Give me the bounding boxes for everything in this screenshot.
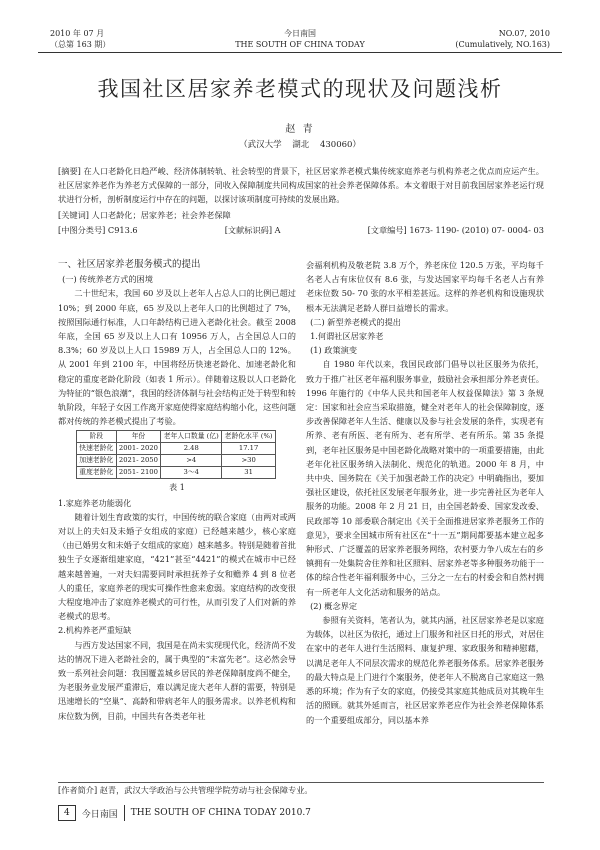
body-paragraph: 自 1980 年代以来，我国民政部门倡导以社区服务为依托，致力于推广社区老年福利服务事业，鼓励社会承担部分养老责任。1996 年施行的《中华人民共和国老年人权益保障法》第 3 条规定：国家和社会应当采取措施，健全对老年人的社会保障制度，逐步改善保障老年人生活、健康以及参与社会发展的条件，实现老有所养、老有所医、老有所为、老有所学、老有所乐。第 35 条提到，老年社区服务是中国老龄化战略对策中的一项重要措施，由此老年化社区服务纳入法制化、规范化的轨道。2000 年 8 月，中共中央、国务院在《关于加强老龄工作的决定》中明确指出，要加强社区建设，依托社区发展老年服务业，进一步完善社区为老年人服务的功能。2008 年 2 月 21 日，由全国老龄委、国家发改委、民政部等 10 部委联合制定出《关于全面推进居家养老服务工作的意见》，要求全国城市所有社区在“十一五”期间都要基本建立起多种形式、广泛覆盖的居家养老服务网络，农村要力争八成左右的乡镇拥有一处集院舍住养和社区照料、居家养老等多种服务功能于一体的综合性老年福利服务中心，三分之一左右的村委会和自然村拥有一所老年人文化活动和服务的站点。 [306, 359, 544, 597]
header-journal-cn: 今日南国 [284, 29, 316, 38]
footer-journal-cn: 今日南国 [81, 809, 118, 820]
subsection-heading: (二) 新型养老模式的提出 [310, 316, 401, 327]
table-cell: 重度老龄化 [77, 467, 117, 479]
table-row [77, 467, 276, 479]
table-row [77, 443, 276, 455]
body-paragraph: 与西方发达国家不同，我国是在尚未实现现代化，经济尚不发达的情况下进入老龄社会的，属于典型的“未富先老”。这必然会导致一系列社会问题：我国覆盖城乡居民的养老保障制度尚不健全，为老服务业发展严重滞后，难以满足庞大老年人群的需要，特别是迅速增长的“空巢”、高龄和带病老年人的服务需求。以养老机构和床位数为例，目前，中国共有各类老年社 [58, 639, 296, 721]
article-number: [文章编号] 1673- 1190- (2010) 07- 0004- 03 [367, 225, 544, 235]
class-number: [中图分类号] C913.6 [58, 225, 138, 235]
table-header-row [77, 431, 276, 443]
page-footer [58, 805, 311, 821]
article-title: 我国社区居家养老模式的现状及问题浅析 [97, 77, 503, 101]
keywords: [关键词] 人口老龄化；居家养老；社会养老保障 [58, 210, 231, 220]
subsection-heading: (一) 传统养老方式的困境 [62, 274, 153, 285]
table-cell: 17.17 [222, 443, 276, 455]
article-affiliation: （武汉大学 湖北 430060） [239, 140, 361, 150]
footer-journal-en: THE SOUTH OF CHINA TODAY 2010.7 [130, 808, 311, 818]
abstract: [摘要] 在人口老龄化日趋严峻、经济体制转轨、社会转型的背景下，社区居家养老模式集传统家庭养老与机构养老之优点而应运产生。社区居家养老作为养老方式保障的一部分，同收入保障制度共同构成国家的社会养老保障体系。本文着眼于对目前我国居家养老运行现状进行分析，剖析制度运行中存在的问题，以探讨该项制度可持续的发展出路。 [58, 166, 544, 204]
table-header-cell: 阶段 [77, 431, 117, 443]
document-code: [文献标识码] A [224, 225, 281, 235]
footnote-divider [58, 782, 544, 783]
table-cell: >30 [222, 455, 276, 467]
table-cell: 3～4 [161, 467, 222, 479]
subsection-heading: 1.何谓社区居家养老 [310, 331, 384, 342]
subsection-heading: 1.家庭养老功能弱化 [58, 497, 132, 508]
header-divider [38, 52, 562, 53]
table-cell: >4 [161, 455, 222, 467]
table-header-cell: 年份 [116, 431, 161, 443]
table-cell: 2021- 2050 [116, 455, 161, 467]
body-paragraph: 参照有关资料，笔者认为，就其内涵，社区居家养老是以家庭为载体，以社区为依托，通过上门服务和社区日托的形式，对居住在家中的老年人进行生活照料、康复护理、家政服务和精神慰藉，以满足老年人不同层次需求的规范化养老服务体系。居家养老服务的最大特点是上门进行个案服务，使老年人不脱离自己家庭这一熟悉的环境；作为有子女的家庭，仍接受其家庭其他成员对其晚年生活的照顾。就其外延而言，社区居家养老应作为社会养老保障体系的一个重要组成部分，同以基本养 [306, 615, 544, 725]
header-cumulative-cn: （总第 163 期） [50, 40, 111, 49]
data-table [76, 430, 276, 479]
table-cell: 2001- 2020 [116, 443, 161, 455]
subsection-heading: (2) 概念界定 [310, 600, 358, 611]
subsection-heading: (1) 政策演变 [310, 345, 358, 356]
subsection-heading: 2.机构养老严重短缺 [58, 625, 132, 636]
header-journal-en: THE SOUTH OF CHINA TODAY [235, 40, 365, 49]
header-date: 2010 年 07 月 [50, 29, 105, 38]
table-cell: 2051- 2100 [116, 467, 161, 479]
page-number: 4 [58, 805, 76, 821]
author-footnote: [作者简介] 赵青，武汉大学政治与公共管理学院劳动与社会保障专业。 [58, 785, 313, 795]
table-row [77, 455, 276, 467]
body-column-right [306, 258, 544, 727]
header-cumulative-en: (Cumulatively, NO.163) [455, 40, 550, 49]
table-cell: 加速老龄化 [77, 455, 117, 467]
classification-row [58, 223, 544, 237]
body-paragraph: 二十世纪末，我国 60 岁及以上老年人占总人口的比例已超过 10%；到 2000 年底，65 岁及以上老年人口的比例超过了 7%，按照国际通行标准，人口年龄结构已进入老龄化社会。截至 2008 年底，全国 65 岁及以上人口有 10956 万人，占全国总人口的 8.3%；60 岁及以上人口 15989 万人，占全国总人口的 12%。从 2001 年到 2100 年，中国将经历快速老龄化、加速老龄化和稳定的重度老龄化阶段（如表 1 所示）。伴随着这股以人口老龄化为特征的“银色浪潮”，我国的经济体制与社会结构正处于转型和转轨阶段，年轻子女因工作离开家庭使得家庭结构缩小化，这些问题都对传统的养老模式提出了考验。 [58, 288, 296, 427]
table-header-cell: 老龄化水平 (%) [222, 431, 276, 443]
body-paragraph: 随着计划生育政策的实行，中国传统的联合家庭（由两对或两对以上的夫妇及未婚子女组成的家庭）已经越来越少，核心家庭（由已婚男女和未婚子女组成的家庭）越来越多。特别是随着首批独生子女逐渐组建家庭，“421”甚至“4421”的模式在城市中已经越来越普遍，一对夫妇需要同时承担抚养子女和赡养 4 到 8 位老人的重任，家庭养老的现实可操作性愈来愈弱。家庭结构的改变很大程度地冲击了家庭养老模式的可行性，从而引发了人们对新的养老模式的思考。 [58, 511, 296, 622]
body-column-left [58, 258, 296, 723]
table-cell: 31 [222, 467, 276, 479]
body-paragraph: 会福利机构及敬老院 3.8 万个，养老床位 120.5 万张，平均每千名老人占有床位仅有 8.6 张，与发达国家平均每千名老人占有养老床位数 50- 70 张的水平相差甚远。这样的养老机构和设施现状根本无法满足老龄人群日益增长的需求。 [306, 260, 544, 313]
section-heading: 一、社区居家养老服务模式的提出 [58, 259, 201, 270]
article-author: 赵 青 [285, 124, 315, 135]
footer-separator [124, 805, 125, 821]
table-header-cell: 老年人口数量 (亿) [161, 431, 222, 443]
table-cell: 2.48 [161, 443, 222, 455]
table-caption: 表 1 [169, 483, 185, 493]
table-cell: 快速老龄化 [77, 443, 117, 455]
header-issue-no [455, 28, 550, 50]
header-number: NO.07, 2010 [498, 29, 550, 38]
